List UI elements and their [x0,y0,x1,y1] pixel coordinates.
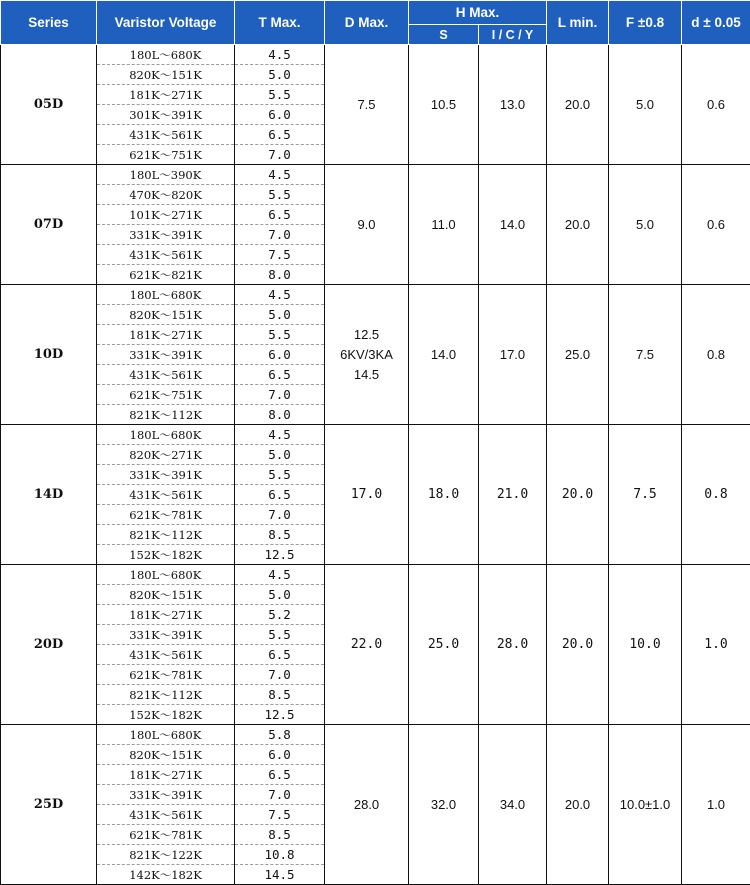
header-h-max: H Max. [409,1,547,25]
t-max-cell: 5.5 [235,85,325,105]
f-cell: 5.0 [609,45,682,165]
f-cell: 10.0±1.0 [609,725,682,885]
d-max-cell [325,725,409,885]
voltage-cell: 152K～182K [97,545,235,565]
f-cell: 7.5 [609,285,682,425]
voltage-cell: 621K～781K [97,825,235,845]
voltage-cell: 621K～751K [97,145,235,165]
d-max-cell [325,165,409,285]
d-max-value: 7.5 [325,95,408,115]
voltage-cell: 820K～151K [97,305,235,325]
h-s-cell: 32.0 [409,725,479,885]
t-max-cell: 5.0 [235,585,325,605]
l-min-cell: 20.0 [547,565,609,725]
t-max-cell: 6.5 [235,205,325,225]
f-cell: 5.0 [609,165,682,285]
t-max-cell: 5.0 [235,445,325,465]
series-cell: 10D [1,285,97,425]
d-max-value: 17.0 [325,485,408,505]
voltage-cell: 180L～680K [97,565,235,585]
voltage-cell: 180L～680K [97,425,235,445]
h-icy-cell: 28.0 [479,565,547,725]
f-cell: 10.0 [609,565,682,725]
voltage-cell: 431K～561K [97,645,235,665]
t-max-cell: 4.5 [235,425,325,445]
table-row [1,425,750,445]
series-cell: 20D [1,565,97,725]
header-h-icy: I / C / Y [479,25,547,45]
h-s-cell: 25.0 [409,565,479,725]
header-h-s: S [409,25,479,45]
table-row [1,45,750,65]
header-series: Series [1,1,97,45]
t-max-cell: 8.5 [235,685,325,705]
voltage-cell: 431K～561K [97,245,235,265]
d-max-value: 6KV/3KA [325,345,408,365]
voltage-cell: 152K～182K [97,705,235,725]
voltage-cell: 180L～680K [97,285,235,305]
header-f: F ±0.8 [609,1,682,45]
h-s-cell: 11.0 [409,165,479,285]
voltage-cell: 621K～751K [97,385,235,405]
h-icy-cell: 17.0 [479,285,547,425]
voltage-cell: 331K～391K [97,345,235,365]
table-body [1,45,750,885]
d-tolerance-cell: 0.6 [682,165,750,285]
t-max-cell: 4.5 [235,565,325,585]
table-row [1,165,750,185]
d-max-cell [325,425,409,565]
t-max-cell: 5.8 [235,725,325,745]
h-s-cell: 14.0 [409,285,479,425]
voltage-cell: 301K～391K [97,105,235,125]
t-max-cell: 4.5 [235,45,325,65]
voltage-cell: 431K～561K [97,125,235,145]
voltage-cell: 101K～271K [97,205,235,225]
t-max-cell: 5.5 [235,625,325,645]
t-max-cell: 5.2 [235,605,325,625]
d-tolerance-cell: 1.0 [682,725,750,885]
t-max-cell: 6.5 [235,485,325,505]
t-max-cell: 7.0 [235,785,325,805]
voltage-cell: 331K～391K [97,625,235,645]
header-varistor-voltage: Varistor Voltage [97,1,235,45]
table-row [1,725,750,745]
voltage-cell: 331K～391K [97,465,235,485]
d-max-value: 22.0 [325,635,408,655]
table-row [1,285,750,305]
t-max-cell: 4.5 [235,285,325,305]
voltage-cell: 181K～271K [97,325,235,345]
voltage-cell: 621K～821K [97,265,235,285]
voltage-cell: 820K～151K [97,65,235,85]
t-max-cell: 6.0 [235,345,325,365]
voltage-cell: 821K～112K [97,405,235,425]
t-max-cell: 4.5 [235,165,325,185]
table-header [1,1,750,45]
voltage-cell: 181K～271K [97,765,235,785]
voltage-cell: 821K～112K [97,685,235,705]
series-cell: 07D [1,165,97,285]
voltage-cell: 431K～561K [97,805,235,825]
t-max-cell: 7.0 [235,665,325,685]
voltage-cell: 180L～680K [97,45,235,65]
voltage-cell: 821K～122K [97,845,235,865]
t-max-cell: 5.5 [235,325,325,345]
t-max-cell: 10.8 [235,845,325,865]
h-s-cell: 10.5 [409,45,479,165]
voltage-cell: 181K～271K [97,85,235,105]
d-max-value: 12.5 [325,325,408,345]
t-max-cell: 7.5 [235,805,325,825]
voltage-cell: 431K～561K [97,365,235,385]
voltage-cell: 621K～781K [97,505,235,525]
l-min-cell: 20.0 [547,45,609,165]
h-icy-cell: 34.0 [479,725,547,885]
d-tolerance-cell: 0.8 [682,285,750,425]
d-max-value: 9.0 [325,215,408,235]
t-max-cell: 6.5 [235,365,325,385]
series-cell: 14D [1,425,97,565]
series-cell: 05D [1,45,97,165]
h-icy-cell: 21.0 [479,425,547,565]
t-max-cell: 5.5 [235,465,325,485]
l-min-cell: 20.0 [547,425,609,565]
voltage-cell: 142K～182K [97,865,235,885]
t-max-cell: 7.0 [235,505,325,525]
t-max-cell: 8.0 [235,265,325,285]
voltage-cell: 180L～680K [97,725,235,745]
t-max-cell: 6.5 [235,645,325,665]
t-max-cell: 7.0 [235,385,325,405]
header-d-max: D Max. [325,1,409,45]
series-cell: 25D [1,725,97,885]
d-max-cell [325,285,409,425]
d-tolerance-cell: 0.8 [682,425,750,565]
voltage-cell: 821K～112K [97,525,235,545]
voltage-cell: 331K～391K [97,785,235,805]
t-max-cell: 5.0 [235,305,325,325]
t-max-cell: 7.0 [235,225,325,245]
t-max-cell: 8.5 [235,525,325,545]
voltage-cell: 820K～271K [97,445,235,465]
d-max-value: 28.0 [325,795,408,815]
header-t-max: T Max. [235,1,325,45]
h-icy-cell: 14.0 [479,165,547,285]
t-max-cell: 6.0 [235,745,325,765]
t-max-cell: 5.0 [235,65,325,85]
voltage-cell: 331K～391K [97,225,235,245]
voltage-cell: 180L～390K [97,165,235,185]
d-tolerance-cell: 1.0 [682,565,750,725]
d-max-value: 14.5 [325,365,408,385]
voltage-cell: 181K～271K [97,605,235,625]
voltage-cell: 470K～820K [97,185,235,205]
d-max-cell [325,45,409,165]
header-l-min: L min. [547,1,609,45]
t-max-cell: 5.5 [235,185,325,205]
t-max-cell: 7.0 [235,145,325,165]
t-max-cell: 6.5 [235,125,325,145]
t-max-cell: 8.5 [235,825,325,845]
header-d-tolerance: d ± 0.05 [682,1,750,45]
voltage-cell: 621K～781K [97,665,235,685]
t-max-cell: 6.0 [235,105,325,125]
f-cell: 7.5 [609,425,682,565]
l-min-cell: 20.0 [547,725,609,885]
table-row [1,565,750,585]
t-max-cell: 12.5 [235,545,325,565]
t-max-cell: 6.5 [235,765,325,785]
voltage-cell: 431K～561K [97,485,235,505]
h-s-cell: 18.0 [409,425,479,565]
t-max-cell: 14.5 [235,865,325,885]
l-min-cell: 20.0 [547,165,609,285]
d-max-cell [325,565,409,725]
t-max-cell: 8.0 [235,405,325,425]
t-max-cell: 7.5 [235,245,325,265]
d-tolerance-cell: 0.6 [682,45,750,165]
h-icy-cell: 13.0 [479,45,547,165]
voltage-cell: 820K～151K [97,585,235,605]
t-max-cell: 12.5 [235,705,325,725]
l-min-cell: 25.0 [547,285,609,425]
voltage-cell: 820K～151K [97,745,235,765]
